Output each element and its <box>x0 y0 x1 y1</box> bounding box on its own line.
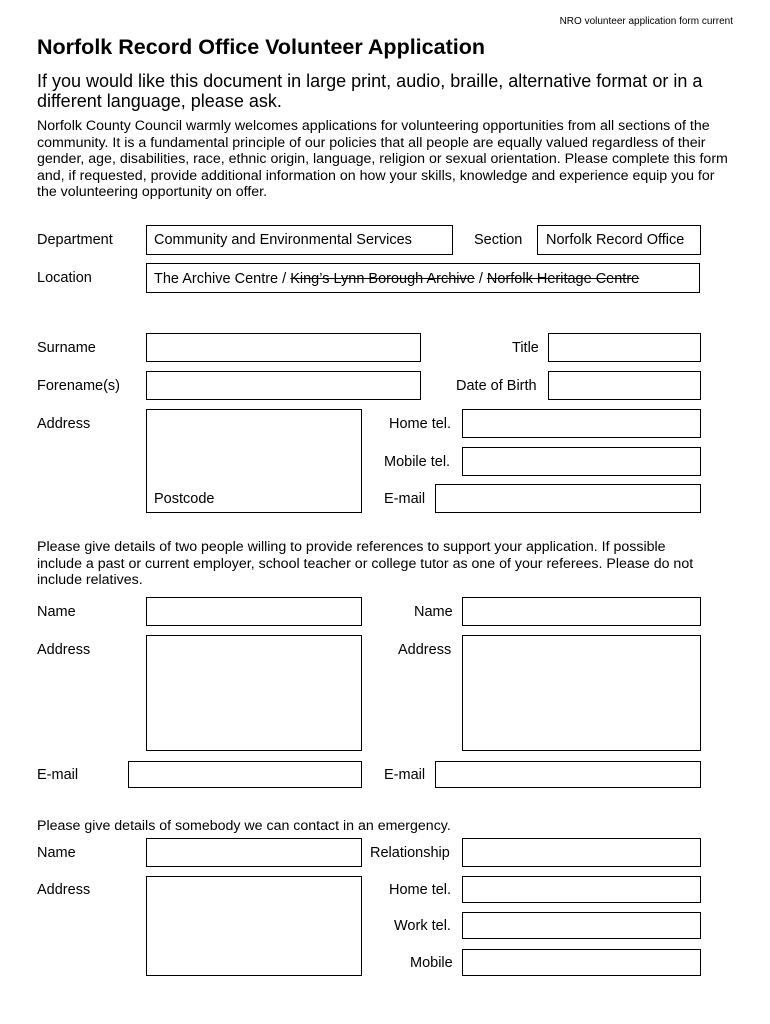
emergency-address-input[interactable] <box>146 876 362 976</box>
location-option-archive-centre[interactable]: The Archive Centre <box>154 271 279 287</box>
mobile-tel-input[interactable] <box>462 447 701 476</box>
referee2-address-label: Address <box>398 642 452 658</box>
emergency-home-tel-input[interactable] <box>462 876 701 903</box>
section-label: Section <box>474 232 523 248</box>
mobile-tel-label: Mobile tel. <box>384 454 451 470</box>
location-label: Location <box>37 270 92 286</box>
referee1-name-label: Name <box>37 604 76 620</box>
surname-label: Surname <box>37 340 96 356</box>
intro-paragraph: Norfolk County Council warmly welcomes applications for volunteering opportunities from all sections of the community. It is a fundamental principle of our policies that all people are equally valued regardless of their gender, age, disabilities, race, ethnic origin, language, religion or sexual orientation. Please complete this form and, if requested, provide additional information on how your skills, knowledge and experience equip you for the volunteering opportunity on offer. <box>37 118 728 201</box>
referee1-email-input[interactable] <box>128 761 362 788</box>
location-separator: / <box>474 271 487 287</box>
emergency-home-tel-label: Home tel. <box>389 882 452 898</box>
emergency-relationship-label: Relationship <box>370 845 450 861</box>
emergency-name-input[interactable] <box>146 838 362 867</box>
emergency-work-tel-label: Work tel. <box>394 918 451 934</box>
forenames-label: Forename(s) <box>37 378 120 394</box>
emergency-mobile-label: Mobile <box>410 955 453 971</box>
department-field[interactable] <box>146 225 453 255</box>
referee2-name-label: Name <box>414 604 453 620</box>
form-reference: NRO volunteer application form current <box>559 16 733 27</box>
location-value <box>154 271 639 287</box>
location-separator: / <box>278 271 291 287</box>
address-input[interactable] <box>146 409 362 513</box>
title-input[interactable] <box>548 333 701 362</box>
location-option-heritage-centre[interactable]: Norfolk Heritage Centre <box>486 271 640 287</box>
referee1-email-label: E-mail <box>37 767 79 783</box>
postcode-label: Postcode <box>154 491 215 507</box>
department-value: Community and Environmental Services <box>154 232 412 248</box>
emergency-relationship-input[interactable] <box>462 838 701 867</box>
address-label: Address <box>37 416 91 432</box>
title-label: Title <box>512 340 539 356</box>
references-intro: Please give details of two people willing to provide references to support your application. If possible include a past or current employer, school teacher or college tutor as one of your referees. Please do not include relatives. <box>37 539 694 589</box>
home-tel-input[interactable] <box>462 409 701 438</box>
forenames-input[interactable] <box>146 371 421 400</box>
referee1-address-input[interactable] <box>146 635 362 751</box>
location-field[interactable] <box>146 263 700 293</box>
emergency-intro: Please give details of somebody we can contact in an emergency. <box>37 818 451 834</box>
referee2-address-input[interactable] <box>462 635 701 751</box>
dob-label: Date of Birth <box>456 378 537 394</box>
dob-input[interactable] <box>548 371 701 400</box>
email-input[interactable] <box>435 484 701 513</box>
surname-input[interactable] <box>146 333 421 362</box>
section-field[interactable] <box>537 225 701 255</box>
section-value: Norfolk Record Office <box>546 232 685 248</box>
emergency-name-label: Name <box>37 845 76 861</box>
emergency-mobile-input[interactable] <box>462 949 701 976</box>
referee1-address-label: Address <box>37 642 91 658</box>
email-label: E-mail <box>384 491 426 507</box>
page-title: Norfolk Record Office Volunteer Application <box>37 35 485 59</box>
emergency-address-label: Address <box>37 882 91 898</box>
home-tel-label: Home tel. <box>389 416 452 432</box>
location-option-kings-lynn[interactable]: King’s Lynn Borough Archive <box>290 271 475 287</box>
emergency-work-tel-input[interactable] <box>462 912 701 939</box>
referee1-name-input[interactable] <box>146 597 362 626</box>
department-label: Department <box>37 232 113 248</box>
accessibility-note: If you would like this document in large print, audio, braille, alternative format or in a different language, please ask. <box>37 71 703 111</box>
referee2-email-label: E-mail <box>384 767 426 783</box>
referee2-name-input[interactable] <box>462 597 701 626</box>
referee2-email-input[interactable] <box>435 761 701 788</box>
